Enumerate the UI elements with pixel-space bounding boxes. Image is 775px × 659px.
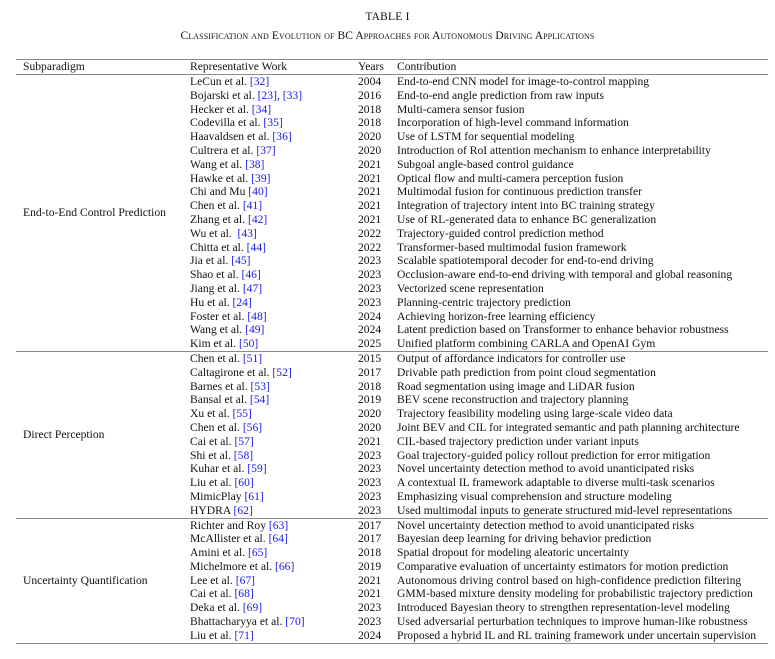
author-text: Chen et al. (190, 420, 243, 434)
author-text: Hecker et al. (190, 102, 252, 116)
citation-link[interactable]: [32] (249, 75, 270, 88)
citation-link[interactable]: [57] (234, 434, 254, 448)
contribution-cell: Optical flow and multi-camera perception fusion (397, 171, 624, 185)
table-row (190, 393, 768, 407)
citation-link[interactable]: [44] (246, 240, 266, 254)
representative-work-cell (190, 519, 358, 533)
citation-link[interactable]: [56] (242, 420, 263, 434)
author-text: Shao et al. (190, 268, 242, 282)
author-text: Bhattacharyya et al. (190, 615, 286, 629)
citation-link[interactable]: [48] (247, 309, 267, 323)
year-cell: 2023 (358, 615, 382, 629)
subparadigm-group (16, 352, 768, 519)
citation-link[interactable]: [70] (285, 615, 305, 629)
year-cell: 2021 (358, 212, 382, 226)
citation-link[interactable]: [66] (275, 559, 295, 573)
contribution-cell: Latent prediction based on Transformer to enhance behavior robustness (397, 323, 729, 337)
representative-work-cell (190, 435, 358, 449)
year-cell: 2023 (358, 254, 382, 268)
contribution-cell: Bayesian deep learning for driving behavior prediction (397, 532, 652, 546)
contribution-cell: Novel uncertainty detection method to avoid unanticipated risks (397, 518, 695, 532)
citation-link[interactable]: [50] (238, 337, 259, 351)
contribution-cell: Subgoal angle-based control guidance (397, 157, 574, 171)
representative-work-cell (190, 449, 358, 463)
contribution-cell: End-to-end CNN model for image-to-control mapping (397, 75, 650, 88)
year-cell: 2020 (358, 420, 382, 434)
table-row (190, 504, 768, 518)
representative-work-cell (190, 241, 358, 255)
citation-link[interactable]: [64] (268, 532, 288, 546)
representative-work-cell (190, 504, 358, 518)
table-row (190, 103, 768, 117)
citation-link[interactable]: [55] (232, 407, 252, 421)
author-text: Barnes et al. (190, 379, 251, 393)
table-row (190, 366, 768, 380)
author-text: Deka et al. (190, 601, 243, 615)
author-text: Cultrera et al. (190, 143, 257, 157)
author-text: Cai et al. (190, 434, 235, 448)
contribution-cell: Planning-centric trajectory prediction (397, 295, 571, 309)
year-cell: 2023 (358, 476, 382, 490)
year-cell: 2017 (358, 518, 382, 532)
representative-work-cell (190, 407, 358, 421)
contribution-cell: Scalable spatiotemporal decoder for end-to-end driving (397, 254, 654, 268)
representative-work-cell (190, 144, 358, 158)
representative-work-cell (190, 574, 358, 588)
table-row (190, 130, 768, 144)
contribution-cell: Used adversarial perturbation techniques to improve human-like robustness (397, 615, 748, 629)
representative-work-cell (190, 366, 358, 380)
table-row (190, 546, 768, 560)
author-text: Bojarski et al. (190, 88, 258, 102)
author-text: Wu et al. (190, 226, 238, 240)
year-cell: 2018 (358, 379, 382, 393)
representative-work-cell (190, 615, 358, 629)
table-row (190, 352, 768, 366)
table-row (190, 629, 768, 643)
representative-work-cell (190, 254, 358, 268)
author-text: Zhang et al. (190, 212, 248, 226)
classification-table (16, 59, 768, 644)
table-row (190, 601, 768, 615)
citation-link[interactable]: [38] (245, 157, 265, 171)
author-text: Bansal et al. (190, 393, 250, 407)
group-rows (190, 352, 768, 518)
citation-link[interactable]: [67] (235, 573, 256, 587)
citation-link[interactable]: [60] (234, 476, 254, 490)
author-text: Kim et al. (190, 337, 239, 351)
table-row (190, 519, 768, 533)
year-cell: 2023 (358, 489, 382, 503)
contribution-cell: Output of affordance indicators for controller use (397, 351, 626, 365)
contribution-cell: A contextual IL framework adaptable to diverse multi-task scenarios (397, 476, 715, 490)
table-row (190, 310, 768, 324)
group-rows (190, 519, 768, 643)
representative-work-cell (190, 476, 358, 490)
table-label: TABLE I (365, 11, 410, 23)
author-text: Caltagirone et al. (190, 365, 273, 379)
year-cell: 2022 (358, 226, 382, 240)
author-text: Richter and Roy (190, 518, 269, 532)
year-cell: 2021 (358, 587, 382, 601)
author-text: Jia et al. (190, 254, 232, 268)
contribution-cell: CIL-based trajectory prediction under variant inputs (397, 434, 639, 448)
citation-link[interactable]: [49] (245, 323, 265, 337)
representative-work-cell (190, 587, 358, 601)
contribution-cell: Vectorized scene representation (397, 281, 544, 295)
representative-work-cell (190, 296, 358, 310)
representative-work-cell (190, 199, 358, 213)
contribution-cell: Multimodal fusion for continuous prediction transfer (397, 185, 643, 199)
contribution-cell: Occlusion-aware end-to-end driving with temporal and global reasoning (397, 268, 733, 282)
representative-work-cell (190, 310, 358, 324)
contribution-cell: Trajectory feasibility modeling using large-scale video data (397, 407, 673, 421)
contribution-cell: Achieving horizon-free learning efficiency (397, 309, 596, 323)
contribution-cell: End-to-end angle prediction from raw inputs (397, 88, 605, 102)
author-text: Wang et al. (190, 323, 246, 337)
representative-work-cell (190, 158, 358, 172)
representative-work-cell (190, 462, 358, 476)
contribution-cell: Emphasizing visual comprehension and structure modeling (397, 489, 672, 503)
contribution-cell: Drivable path prediction from point cloud segmentation (397, 365, 656, 379)
contribution-cell: Novel uncertainty detection method to avoid unanticipated risks (397, 462, 695, 476)
representative-work-cell (190, 380, 358, 394)
citation-link[interactable]: [68] (234, 587, 254, 601)
year-cell: 2020 (358, 130, 382, 144)
citation-link[interactable]: [58] (233, 448, 254, 462)
year-cell: 2019 (358, 393, 382, 407)
table-row (190, 282, 768, 296)
author-text: Jiang et al. (190, 281, 243, 295)
contribution-cell: Incorporation of high-level command information (397, 116, 629, 130)
table-row (190, 462, 768, 476)
citation-link[interactable]: [51] (242, 351, 263, 365)
representative-work-cell (190, 213, 358, 227)
subparadigm-text: Uncertainty Quantification (23, 573, 148, 587)
contribution-cell: Transformer-based multimodal fusion framework (397, 240, 627, 254)
representative-work-cell (190, 352, 358, 366)
citation-link[interactable]: [36] (272, 130, 292, 144)
author-text: Michelmore et al. (190, 559, 275, 573)
representative-work-cell (190, 337, 358, 351)
table-row (190, 185, 768, 199)
table-row (190, 407, 768, 421)
contribution-cell: GMM-based mixture density modeling for probabilistic trajectory prediction (397, 587, 753, 601)
subparadigm-group (16, 75, 768, 352)
citation-link[interactable]: [23], [33] (257, 88, 303, 102)
representative-work-cell (190, 560, 358, 574)
table-row (190, 296, 768, 310)
citation-link[interactable]: [39] (251, 171, 271, 185)
table-row (190, 254, 768, 268)
table-row (190, 268, 768, 282)
author-text: Chen et al. (190, 199, 243, 213)
representative-work-cell (190, 268, 358, 282)
citation-link[interactable]: [37] (256, 143, 276, 157)
year-cell: 2021 (358, 157, 382, 171)
contribution-cell: Comparative evaluation of uncertainty estimators for motion prediction (397, 559, 729, 573)
table-row (190, 337, 768, 351)
year-cell: 2023 (358, 601, 382, 615)
author-text: Hu et al. (190, 295, 233, 309)
subparadigm-label (16, 519, 190, 643)
year-cell: 2023 (358, 295, 382, 309)
representative-work-cell (190, 172, 358, 186)
citation-link[interactable]: [52] (272, 365, 292, 379)
contribution-cell: Integration of trajectory intent into BC training strategy (397, 199, 655, 213)
author-text: Chi and Mu (190, 185, 249, 199)
author-text: LeCun et al. (190, 75, 250, 88)
citation-link[interactable]: [59] (247, 462, 267, 476)
contribution-cell: Introduction of RoI attention mechanism to enhance interpretability (397, 143, 711, 157)
table-row (190, 144, 768, 158)
table-row (190, 574, 768, 588)
citation-link[interactable]: [24] (232, 295, 252, 309)
representative-work-cell (190, 323, 358, 337)
author-text: Kuhar et al. (190, 462, 248, 476)
citation-link[interactable]: [35] (263, 116, 283, 130)
header-subparadigm: Subparadigm (23, 60, 85, 74)
year-cell: 2018 (358, 102, 382, 116)
subparadigm-text: Direct Perception (23, 427, 105, 441)
year-cell: 2022 (358, 240, 382, 254)
citation-link[interactable]: [65] (247, 546, 268, 560)
table-row (190, 476, 768, 490)
contribution-cell: Goal trajectory-guided policy rollout prediction for error mitigation (397, 448, 711, 462)
table-row (190, 532, 768, 546)
subparadigm-text: End-to-End Control Prediction (23, 206, 166, 220)
subparadigm-group (16, 519, 768, 643)
year-cell: 2023 (358, 503, 382, 517)
citation-link[interactable]: [71] (234, 628, 254, 642)
author-text: Wang et al. (190, 157, 246, 171)
table-row (190, 435, 768, 449)
table-row (190, 587, 768, 601)
citation-link[interactable]: [34] (251, 102, 272, 116)
author-text: Shi et al. (190, 448, 234, 462)
table-title: Classification and Evolution of BC Approaches for Autonomous Driving Applications (180, 30, 595, 42)
representative-work-cell (190, 546, 358, 560)
author-text: Chitta et al. (190, 240, 247, 254)
year-cell: 2024 (358, 309, 382, 323)
year-cell: 2021 (358, 185, 382, 199)
author-text: MimicPlay (190, 489, 245, 503)
citation-link[interactable]: [53] (250, 379, 270, 393)
citation-link[interactable]: [41] (242, 199, 263, 213)
contribution-cell: Autonomous driving control based on high-confidence prediction filtering (397, 573, 742, 587)
representative-work-cell (190, 421, 358, 435)
representative-work-cell (190, 227, 358, 241)
year-cell: 2004 (358, 75, 382, 88)
table-row (190, 213, 768, 227)
table-row (190, 380, 768, 394)
table-row (190, 421, 768, 435)
year-cell: 2023 (358, 268, 382, 282)
year-cell: 2016 (358, 88, 382, 102)
table-row (190, 323, 768, 337)
subparadigm-label (16, 352, 190, 518)
year-cell: 2024 (358, 628, 382, 642)
table-header-row (16, 60, 768, 75)
contribution-cell: Spatial dropout for modeling aleatoric uncertainty (397, 546, 630, 560)
table-row (190, 89, 768, 103)
author-text: Amini et al. (190, 546, 248, 560)
citation-link[interactable]: [63] (268, 518, 289, 532)
table-body (16, 75, 768, 643)
year-cell: 2023 (358, 448, 382, 462)
citation-link[interactable]: [54] (249, 393, 270, 407)
citation-link[interactable]: [62] (233, 503, 253, 517)
contribution-cell: Introduced Bayesian theory to strengthen representation-level modeling (397, 601, 730, 615)
header-representative-work: Representative Work (190, 60, 288, 74)
year-cell: 2018 (358, 546, 382, 560)
author-text: Liu et al. (190, 476, 235, 490)
table-row (190, 116, 768, 130)
year-cell: 2019 (358, 559, 382, 573)
author-text: Foster et al. (190, 309, 248, 323)
author-text: HYDRA (190, 503, 234, 517)
representative-work-cell (190, 629, 358, 643)
contribution-cell: Multi-camera sensor fusion (397, 102, 525, 116)
year-cell: 2023 (358, 462, 382, 476)
contribution-cell: Use of LSTM for sequential modeling (397, 130, 575, 144)
year-cell: 2023 (358, 281, 382, 295)
contribution-cell: Unified platform combining CARLA and OpenAI Gym (397, 337, 656, 351)
citation-link[interactable]: [45] (231, 254, 251, 268)
table-row (190, 241, 768, 255)
table-row (190, 560, 768, 574)
year-cell: 2021 (358, 171, 382, 185)
author-text: McAllister et al. (190, 532, 269, 546)
representative-work-cell (190, 75, 358, 89)
contribution-cell: Use of RL-generated data to enhance BC generalization (397, 212, 657, 226)
year-cell: 2021 (358, 434, 382, 448)
author-text: Haavaldsen et al. (190, 130, 273, 144)
citation-link[interactable]: [43] (237, 226, 257, 240)
representative-work-cell (190, 532, 358, 546)
contribution-cell: Proposed a hybrid IL and RL training framework under uncertain supervision (397, 628, 757, 642)
year-cell: 2017 (358, 365, 382, 379)
header-years: Years (358, 60, 384, 74)
author-text: Lee et al. (190, 573, 236, 587)
contribution-cell: BEV scene reconstruction and trajectory planning (397, 393, 629, 407)
contribution-cell: Trajectory-guided control prediction method (397, 226, 604, 240)
group-rows (190, 75, 768, 351)
table-row (190, 490, 768, 504)
author-text: Codevilla et al. (190, 116, 264, 130)
representative-work-cell (190, 103, 358, 117)
author-text: Liu et al. (190, 628, 235, 642)
year-cell: 2020 (358, 143, 382, 157)
table-row (190, 172, 768, 186)
citation-link[interactable]: [42] (247, 212, 268, 226)
author-text: Xu et al. (190, 407, 233, 421)
table-row (190, 615, 768, 629)
contribution-cell: Used multimodal inputs to generate structured mid-level representations (397, 503, 733, 517)
contribution-cell: Road segmentation using image and LiDAR fusion (397, 379, 635, 393)
year-cell: 2024 (358, 323, 382, 337)
citation-link[interactable]: [40] (248, 185, 268, 199)
year-cell: 2018 (358, 116, 382, 130)
year-cell: 2025 (358, 337, 382, 351)
table-row (190, 75, 768, 89)
representative-work-cell (190, 89, 358, 103)
representative-work-cell (190, 601, 358, 615)
year-cell: 2015 (358, 351, 382, 365)
year-cell: 2021 (358, 199, 382, 213)
year-cell: 2021 (358, 573, 382, 587)
year-cell: 2017 (358, 532, 382, 546)
year-cell: 2020 (358, 407, 382, 421)
contribution-cell: Joint BEV and CIL for integrated semantic and path planning architecture (397, 420, 740, 434)
table-row (190, 227, 768, 241)
author-text: Hawke et al. (190, 171, 252, 185)
representative-work-cell (190, 393, 358, 407)
representative-work-cell (190, 116, 358, 130)
representative-work-cell (190, 490, 358, 504)
representative-work-cell (190, 185, 358, 199)
representative-work-cell (190, 282, 358, 296)
representative-work-cell (190, 130, 358, 144)
citation-link[interactable]: [69] (242, 601, 263, 615)
citation-link[interactable]: [46] (241, 268, 261, 282)
table-row (190, 449, 768, 463)
subparadigm-label (16, 75, 190, 351)
citation-link[interactable]: [47] (242, 281, 263, 295)
header-contribution: Contribution (397, 60, 457, 74)
author-text: Cai et al. (190, 587, 235, 601)
citation-link[interactable]: [61] (244, 489, 264, 503)
table-row (190, 199, 768, 213)
table-row (190, 158, 768, 172)
author-text: Chen et al. (190, 351, 243, 365)
